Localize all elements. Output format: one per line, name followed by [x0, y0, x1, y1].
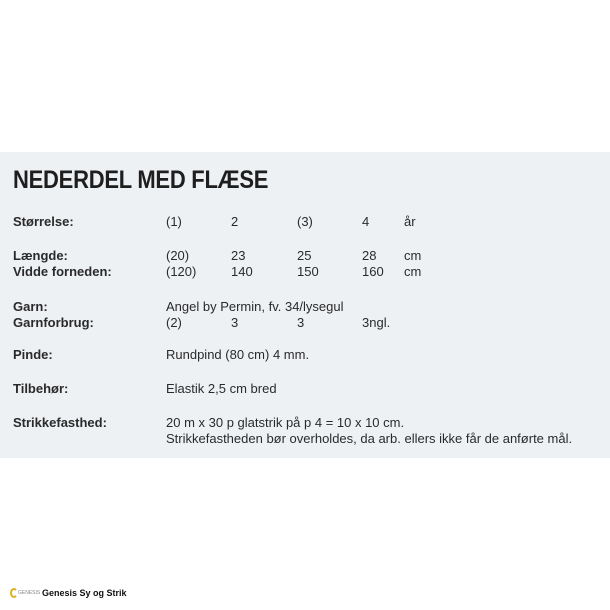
- accessories-label: Tilbehør:: [13, 381, 69, 396]
- footer-brand[interactable]: [10, 586, 127, 600]
- length-value-2: 23: [231, 248, 246, 263]
- yarn-label: Garn:: [13, 299, 48, 314]
- width-unit: cm: [404, 264, 422, 279]
- yarn-use-value-2: 3: [231, 315, 239, 330]
- width-value-2: 140: [231, 264, 253, 279]
- length-value-4: 28: [362, 248, 377, 263]
- gauge-line-1: 20 m x 30 p glatstrik på p 4 = 10 x 10 cm.: [166, 415, 405, 430]
- size-value-4: 4: [362, 214, 370, 229]
- length-unit: cm: [404, 248, 422, 263]
- needles-value: Rundpind (80 cm) 4 mm.: [166, 347, 310, 362]
- size-value-2: 2: [231, 214, 239, 229]
- gauge-line-2: Strikkefastheden bør overholdes, da arb. ellers ikke får de anførte mål.: [166, 431, 573, 446]
- length-value-3: 25: [297, 248, 312, 263]
- yarn-use-label: Garnforbrug:: [13, 315, 94, 330]
- width-value-3: 150: [297, 264, 319, 279]
- needles-label: Pinde:: [13, 347, 53, 362]
- length-label: Længde:: [13, 248, 68, 263]
- genesis-logo-icon: GENESIS: [10, 588, 36, 598]
- width-value-4: 160: [362, 264, 384, 279]
- width-label: Vidde forneden:: [13, 264, 112, 279]
- brand-name: Genesis Sy og Strik: [42, 588, 127, 598]
- size-value-1: (1): [166, 214, 182, 229]
- yarn-use-value-1: (2): [166, 315, 182, 330]
- accessories-value: Elastik 2,5 cm bred: [166, 381, 277, 396]
- length-value-1: (20): [166, 248, 190, 263]
- size-value-3: (3): [297, 214, 313, 229]
- yarn-use-value-4: 3ngl.: [362, 315, 391, 330]
- gauge-label: Strikkefasthed:: [13, 415, 107, 430]
- size-unit: år: [404, 214, 416, 229]
- size-label: Størrelse:: [13, 214, 74, 229]
- yarn-value: Angel by Permin, fv. 34/lysegul: [166, 299, 344, 314]
- yarn-use-value-3: 3: [297, 315, 305, 330]
- pattern-title: NEDERDEL MED FLÆSE: [13, 166, 269, 194]
- width-value-1: (120): [166, 264, 197, 279]
